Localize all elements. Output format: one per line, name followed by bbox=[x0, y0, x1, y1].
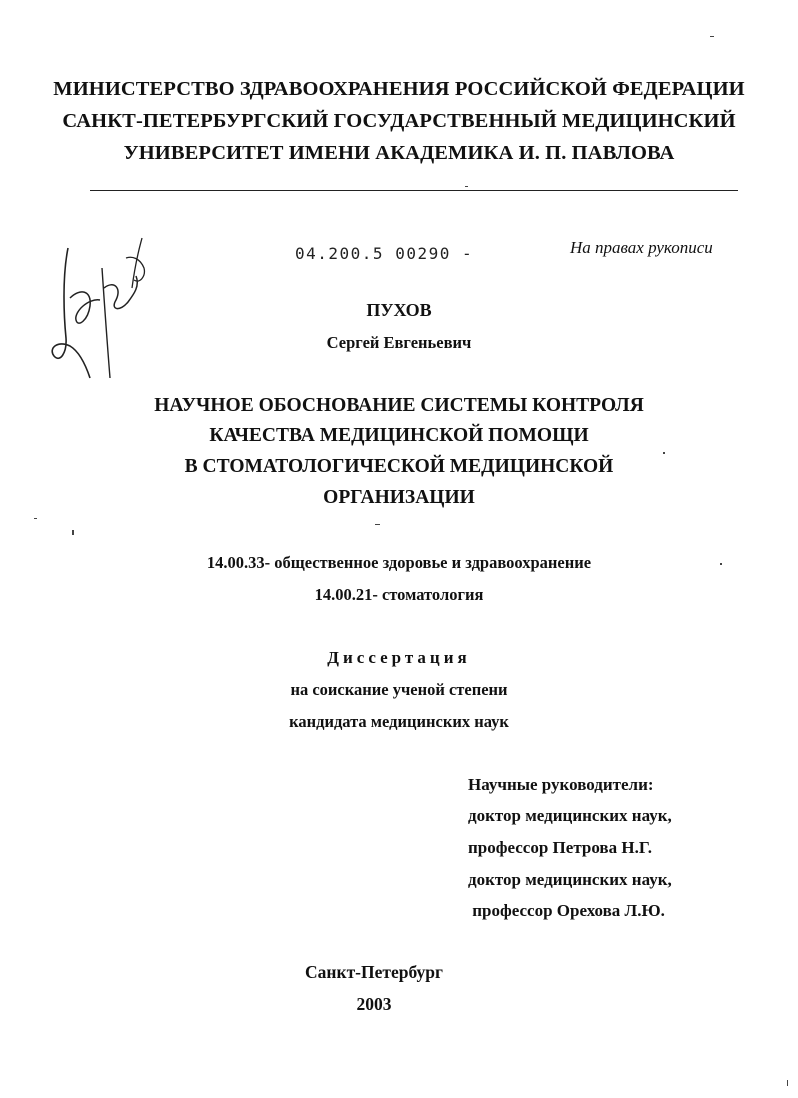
rights-note: На правах рукописи bbox=[570, 238, 713, 257]
university-line-1: САНКТ-ПЕТЕРБУРГСКИЙ ГОСУДАРСТВЕННЫЙ МЕДИЦИНСКИЙ bbox=[62, 110, 736, 132]
author-given-names: Сергей Евгеньевич bbox=[326, 333, 472, 352]
registration-code: 04.200.5 00290 - bbox=[295, 244, 474, 263]
dissertation-heading: Диссертация bbox=[327, 648, 471, 667]
supervisor-2-name: профессор Орехова Л.Ю. bbox=[468, 901, 665, 920]
university-line-2: УНИВЕРСИТЕТ ИМЕНИ АКАДЕМИКА И. П. ПАВЛОВА bbox=[123, 142, 675, 164]
scan-speck bbox=[710, 36, 714, 37]
dissertation-degree-line-1: на соискание ученой степени bbox=[290, 680, 508, 699]
author-surname: ПУХОВ bbox=[366, 300, 432, 320]
scan-speck bbox=[34, 518, 37, 519]
supervisor-2-degree: доктор медицинских наук, bbox=[468, 870, 672, 889]
scan-speck bbox=[465, 186, 468, 187]
supervisor-1-degree: доктор медицинских наук, bbox=[468, 806, 672, 825]
scan-speck bbox=[375, 524, 380, 525]
title-line-4: ОРГАНИЗАЦИИ bbox=[323, 487, 475, 508]
scan-speck bbox=[720, 563, 722, 565]
scan-speck bbox=[72, 530, 74, 535]
year: 2003 bbox=[356, 994, 392, 1014]
title-line-3: В СТОМАТОЛОГИЧЕСКОЙ МЕДИЦИНСКОЙ bbox=[184, 456, 614, 477]
header-divider bbox=[90, 190, 738, 191]
specialty-2: 14.00.21- стоматология bbox=[314, 585, 484, 604]
city: Санкт-Петербург bbox=[305, 962, 443, 982]
specialty-1: 14.00.33- общественное здоровье и здравоохранение bbox=[206, 553, 592, 572]
scan-speck bbox=[663, 452, 665, 454]
scan-speck bbox=[787, 1080, 788, 1086]
dissertation-degree-line-2: кандидата медицинских наук bbox=[289, 712, 509, 731]
supervisor-1-name: профессор Петрова Н.Г. bbox=[468, 838, 652, 857]
title-line-2: КАЧЕСТВА МЕДИЦИНСКОЙ ПОМОЩИ bbox=[209, 425, 589, 446]
ministry-line: МИНИСТЕРСТВО ЗДРАВООХРАНЕНИЯ РОССИЙСКОЙ ФЕДЕРАЦИИ bbox=[53, 78, 745, 100]
supervisors-heading: Научные руководители: bbox=[468, 775, 654, 794]
title-line-1: НАУЧНОЕ ОБОСНОВАНИЕ СИСТЕМЫ КОНТРОЛЯ bbox=[154, 395, 644, 416]
